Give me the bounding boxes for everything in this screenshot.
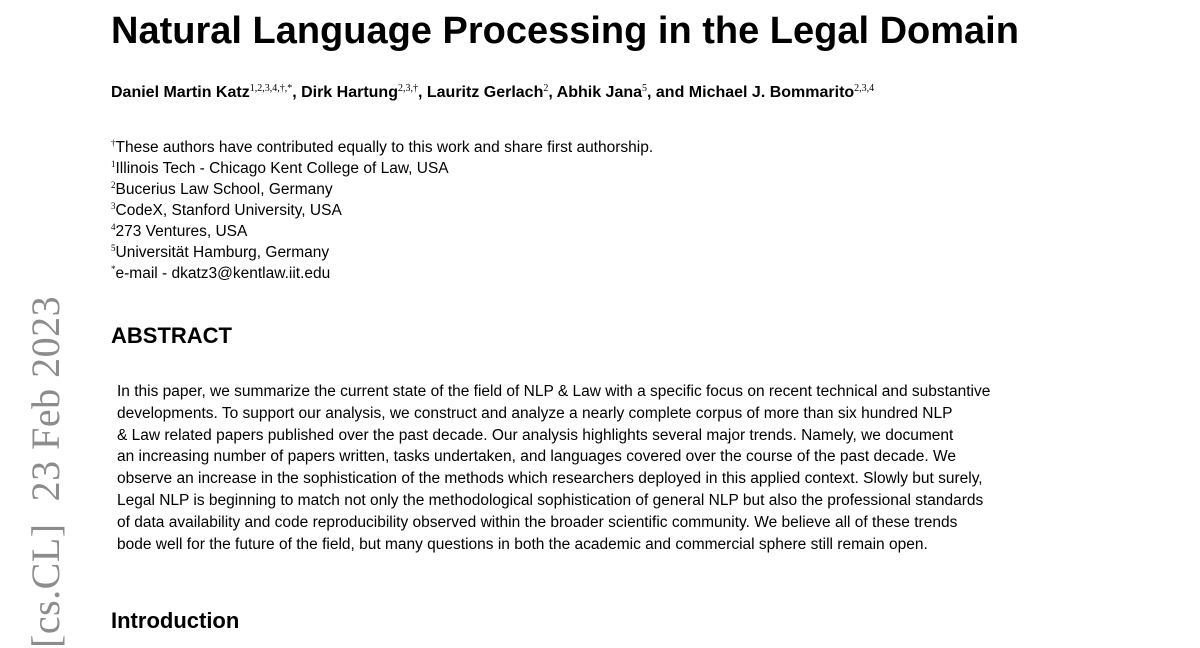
abstract-line: developments. To support our analysis, we construct and analyze a nearly complete corpus of more than six hundred NLP xyxy=(117,404,953,422)
author-name: Lauritz Gerlach xyxy=(426,84,544,101)
affiliation-line xyxy=(111,200,653,221)
author-affiliation-marks: 1,2,3,4,†,* xyxy=(249,83,293,94)
affiliation-text: 273 Ventures, USA xyxy=(115,223,248,240)
affiliation-line xyxy=(111,158,653,179)
arxiv-category: [cs.CL] xyxy=(23,523,68,648)
affiliation-mark: * xyxy=(111,264,116,274)
author-separator: , and xyxy=(647,84,689,101)
affiliation-mark: † xyxy=(111,138,116,148)
author-affiliation-marks: 2 xyxy=(543,83,549,94)
author-name: Michael J. Bommarito xyxy=(688,84,855,101)
arxiv-stamp xyxy=(23,295,68,648)
affiliation-line xyxy=(111,242,653,263)
affiliation-text: Illinois Tech - Chicago Kent College of Law, USA xyxy=(115,160,449,177)
affiliation-list xyxy=(111,137,653,284)
author-name: Abhik Jana xyxy=(556,84,643,101)
affiliation-mark: 5 xyxy=(111,243,116,253)
affiliation-text: CodeX, Stanford University, USA xyxy=(115,202,342,219)
author-name: Daniel Martin Katz xyxy=(111,84,250,101)
author-separator: , xyxy=(417,84,427,101)
affiliation-line xyxy=(111,179,653,200)
affiliation-line xyxy=(111,263,653,284)
abstract-line: In this paper, we summarize the current state of the field of NLP & Law with a specific focus on recent technical and substantive xyxy=(117,383,991,400)
abstract-body xyxy=(117,381,1087,555)
author-list xyxy=(111,84,874,102)
paper-title: Natural Language Processing in the Legal Domain xyxy=(111,10,1019,52)
affiliation-mark: 1 xyxy=(111,159,116,169)
abstract-line: & Law related papers published over the past decade. Our analysis highlights several major trends. Namely, we document xyxy=(117,426,954,444)
author-affiliation-marks: 5 xyxy=(642,83,648,94)
author-separator: , xyxy=(548,84,557,101)
affiliation-mark: 4 xyxy=(111,222,116,232)
abstract-line: observe an increase in the sophistication of the methods which researchers deployed in this applied context. Slowly but surely, xyxy=(117,470,983,488)
affiliation-text: Universität Hamburg, Germany xyxy=(115,244,330,261)
abstract-line: of data availability and code reproducibility observed within the broader scientific community. We believe all of these trends xyxy=(117,513,958,531)
affiliation-mark: 3 xyxy=(111,201,116,211)
affiliation-text: e-mail - dkatz3@kentlaw.iit.edu xyxy=(115,265,331,282)
author-name: Dirk Hartung xyxy=(301,84,398,101)
affiliation-line xyxy=(111,221,653,242)
author-affiliation-marks: 2,3,4 xyxy=(854,83,875,94)
affiliation-mark: 2 xyxy=(111,180,116,190)
affiliation-line xyxy=(111,137,653,158)
introduction-heading: Introduction xyxy=(111,608,240,633)
arxiv-date: 23 Feb 2023 xyxy=(23,295,68,502)
affiliation-text: Bucerius Law School, Germany xyxy=(115,181,333,198)
affiliation-text: These authors have contributed equally to this work and share first authorship. xyxy=(115,139,654,156)
abstract-heading: ABSTRACT xyxy=(111,323,232,348)
abstract-line: Legal NLP is beginning to match not only the methodological sophistication of general NLP but also the professional standards xyxy=(117,491,984,509)
author-affiliation-marks: 2,3,† xyxy=(397,83,418,94)
abstract-line: an increasing number of papers written, tasks undertaken, and languages covered over the course of the past decade. We xyxy=(117,448,956,466)
author-separator: , xyxy=(292,84,302,101)
abstract-line: bode well for the future of the field, but many questions in both the academic and commercial sphere still remain open. xyxy=(117,535,928,553)
